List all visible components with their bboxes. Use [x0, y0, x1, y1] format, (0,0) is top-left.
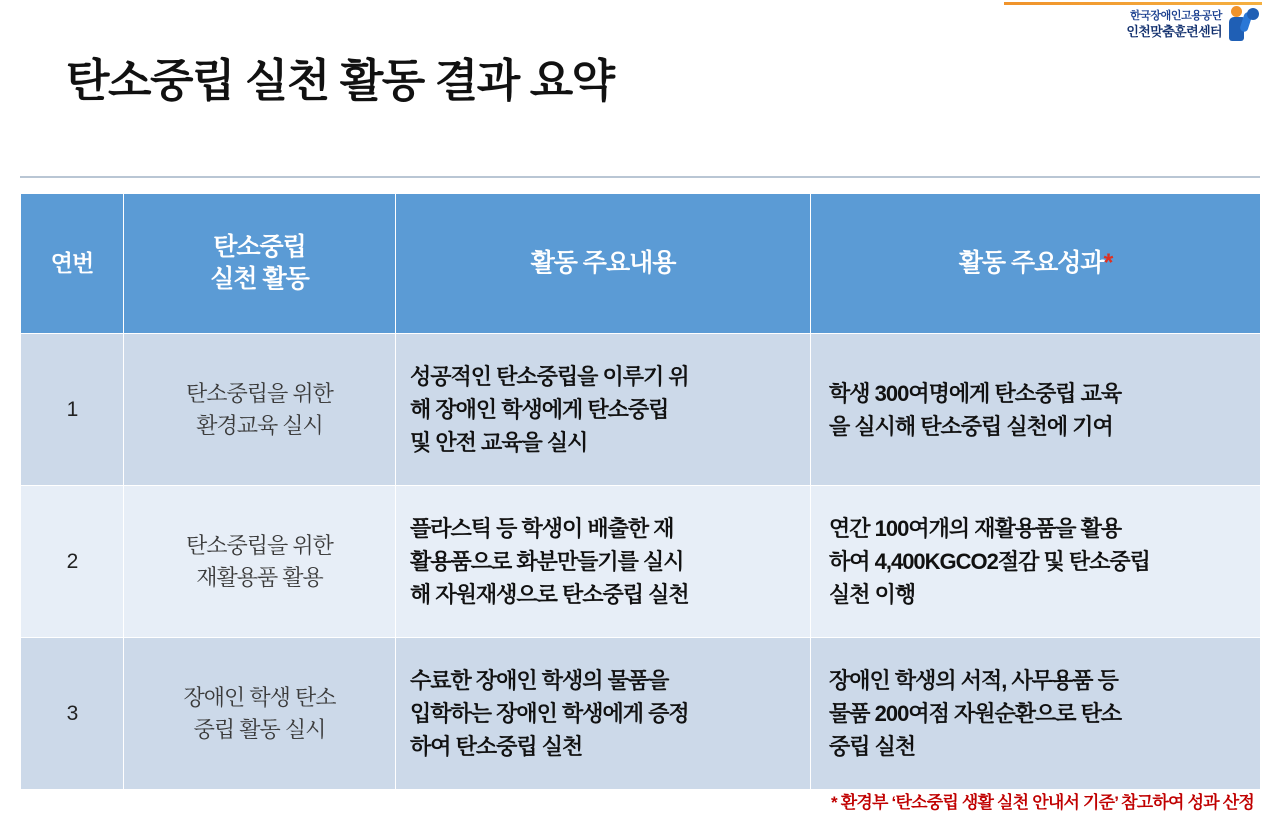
footnote-marker: * — [1103, 248, 1113, 277]
title-divider — [20, 176, 1260, 178]
logo-org-name: 한국장애인고용공단 — [1129, 10, 1222, 22]
row-result-line: 연간 100여개의 재활용품을 활용 — [829, 516, 1122, 541]
column-header-activity-line1: 탄소중립 — [213, 233, 306, 262]
table-row — [21, 334, 1261, 486]
row-no: 2 — [21, 486, 124, 638]
column-header-activity — [124, 194, 396, 334]
logo-center-name: 인천맞춤훈련센터 — [1126, 23, 1222, 39]
table-row — [21, 486, 1261, 638]
row-result-line: 물품 200여점 자원순환으로 탄소 — [829, 701, 1122, 726]
row-content-line: 수료한 장애인 학생의 물품을 — [410, 668, 669, 693]
row-content-line: 활용품으로 화분만들기를 실시 — [410, 549, 684, 574]
row-result-line: 실천 이행 — [829, 582, 916, 607]
row-content — [396, 334, 811, 486]
row-activity — [124, 334, 396, 486]
footnote-text: * 환경부 ‘탄소중립 생활 실천 안내서 기준’ 참고하여 성과 산정 — [831, 793, 1254, 812]
row-result — [811, 486, 1261, 638]
row-result-line: 중립 실천 — [829, 734, 916, 759]
row-activity — [124, 638, 396, 790]
logo-dot-icon — [1231, 6, 1242, 17]
summary-table — [20, 193, 1261, 790]
row-no: 3 — [21, 638, 124, 790]
organization-logo — [1126, 6, 1262, 42]
table-row — [21, 638, 1261, 790]
row-no: 1 — [21, 334, 124, 486]
row-result-line: 장애인 학생의 서적, 사무용품 등 — [829, 668, 1118, 693]
row-result — [811, 334, 1261, 486]
column-header-content: 활동 주요내용 — [396, 194, 811, 334]
row-activity-line: 장애인 학생 탄소 — [183, 684, 336, 710]
column-header-result — [811, 194, 1261, 334]
row-activity-line: 환경교육 실시 — [196, 412, 323, 438]
page-title: 탄소중립 실천 활동 결과 요약 — [66, 55, 614, 106]
row-activity — [124, 486, 396, 638]
row-activity-line: 중립 활동 실시 — [193, 716, 326, 742]
logo-text-block — [1126, 6, 1222, 40]
row-content-line: 해 장애인 학생에게 탄소중립 — [410, 397, 669, 422]
table-header-row — [21, 194, 1261, 334]
column-header-result-label: 활동 주요성과 — [958, 248, 1104, 277]
row-result-line: 하여 4,400KGCO2절감 및 탄소중립 — [829, 549, 1150, 574]
row-content — [396, 638, 811, 790]
row-content-line: 및 안전 교육을 실시 — [410, 430, 588, 455]
summary-table-container — [20, 193, 1260, 790]
row-activity-line: 재활용품 활용 — [196, 564, 323, 590]
row-activity-line: 탄소중립을 위한 — [186, 532, 333, 558]
column-header-activity-line2: 실천 활동 — [210, 264, 309, 293]
row-content-line: 해 자원재생으로 탄소중립 실천 — [410, 582, 689, 607]
row-result-line: 을 실시해 탄소중립 실천에 기여 — [829, 413, 1113, 439]
row-content-line: 성공적인 탄소중립을 이루기 위 — [410, 364, 689, 389]
header-accent-rule — [1004, 2, 1262, 5]
row-activity-line: 탄소중립을 위한 — [186, 380, 333, 406]
row-content — [396, 486, 811, 638]
logo-figure-icon — [1228, 6, 1262, 42]
row-result-line: 학생 300여명에게 탄소중립 교육 — [829, 380, 1122, 406]
row-content-line: 입학하는 장애인 학생에게 증정 — [410, 701, 689, 726]
row-result — [811, 638, 1261, 790]
row-content-line: 하여 탄소중립 실천 — [410, 734, 583, 759]
row-content-line: 플라스틱 등 학생이 배출한 재 — [410, 516, 674, 541]
column-header-no: 연번 — [21, 194, 124, 334]
logo-head-shape-icon — [1247, 8, 1259, 20]
